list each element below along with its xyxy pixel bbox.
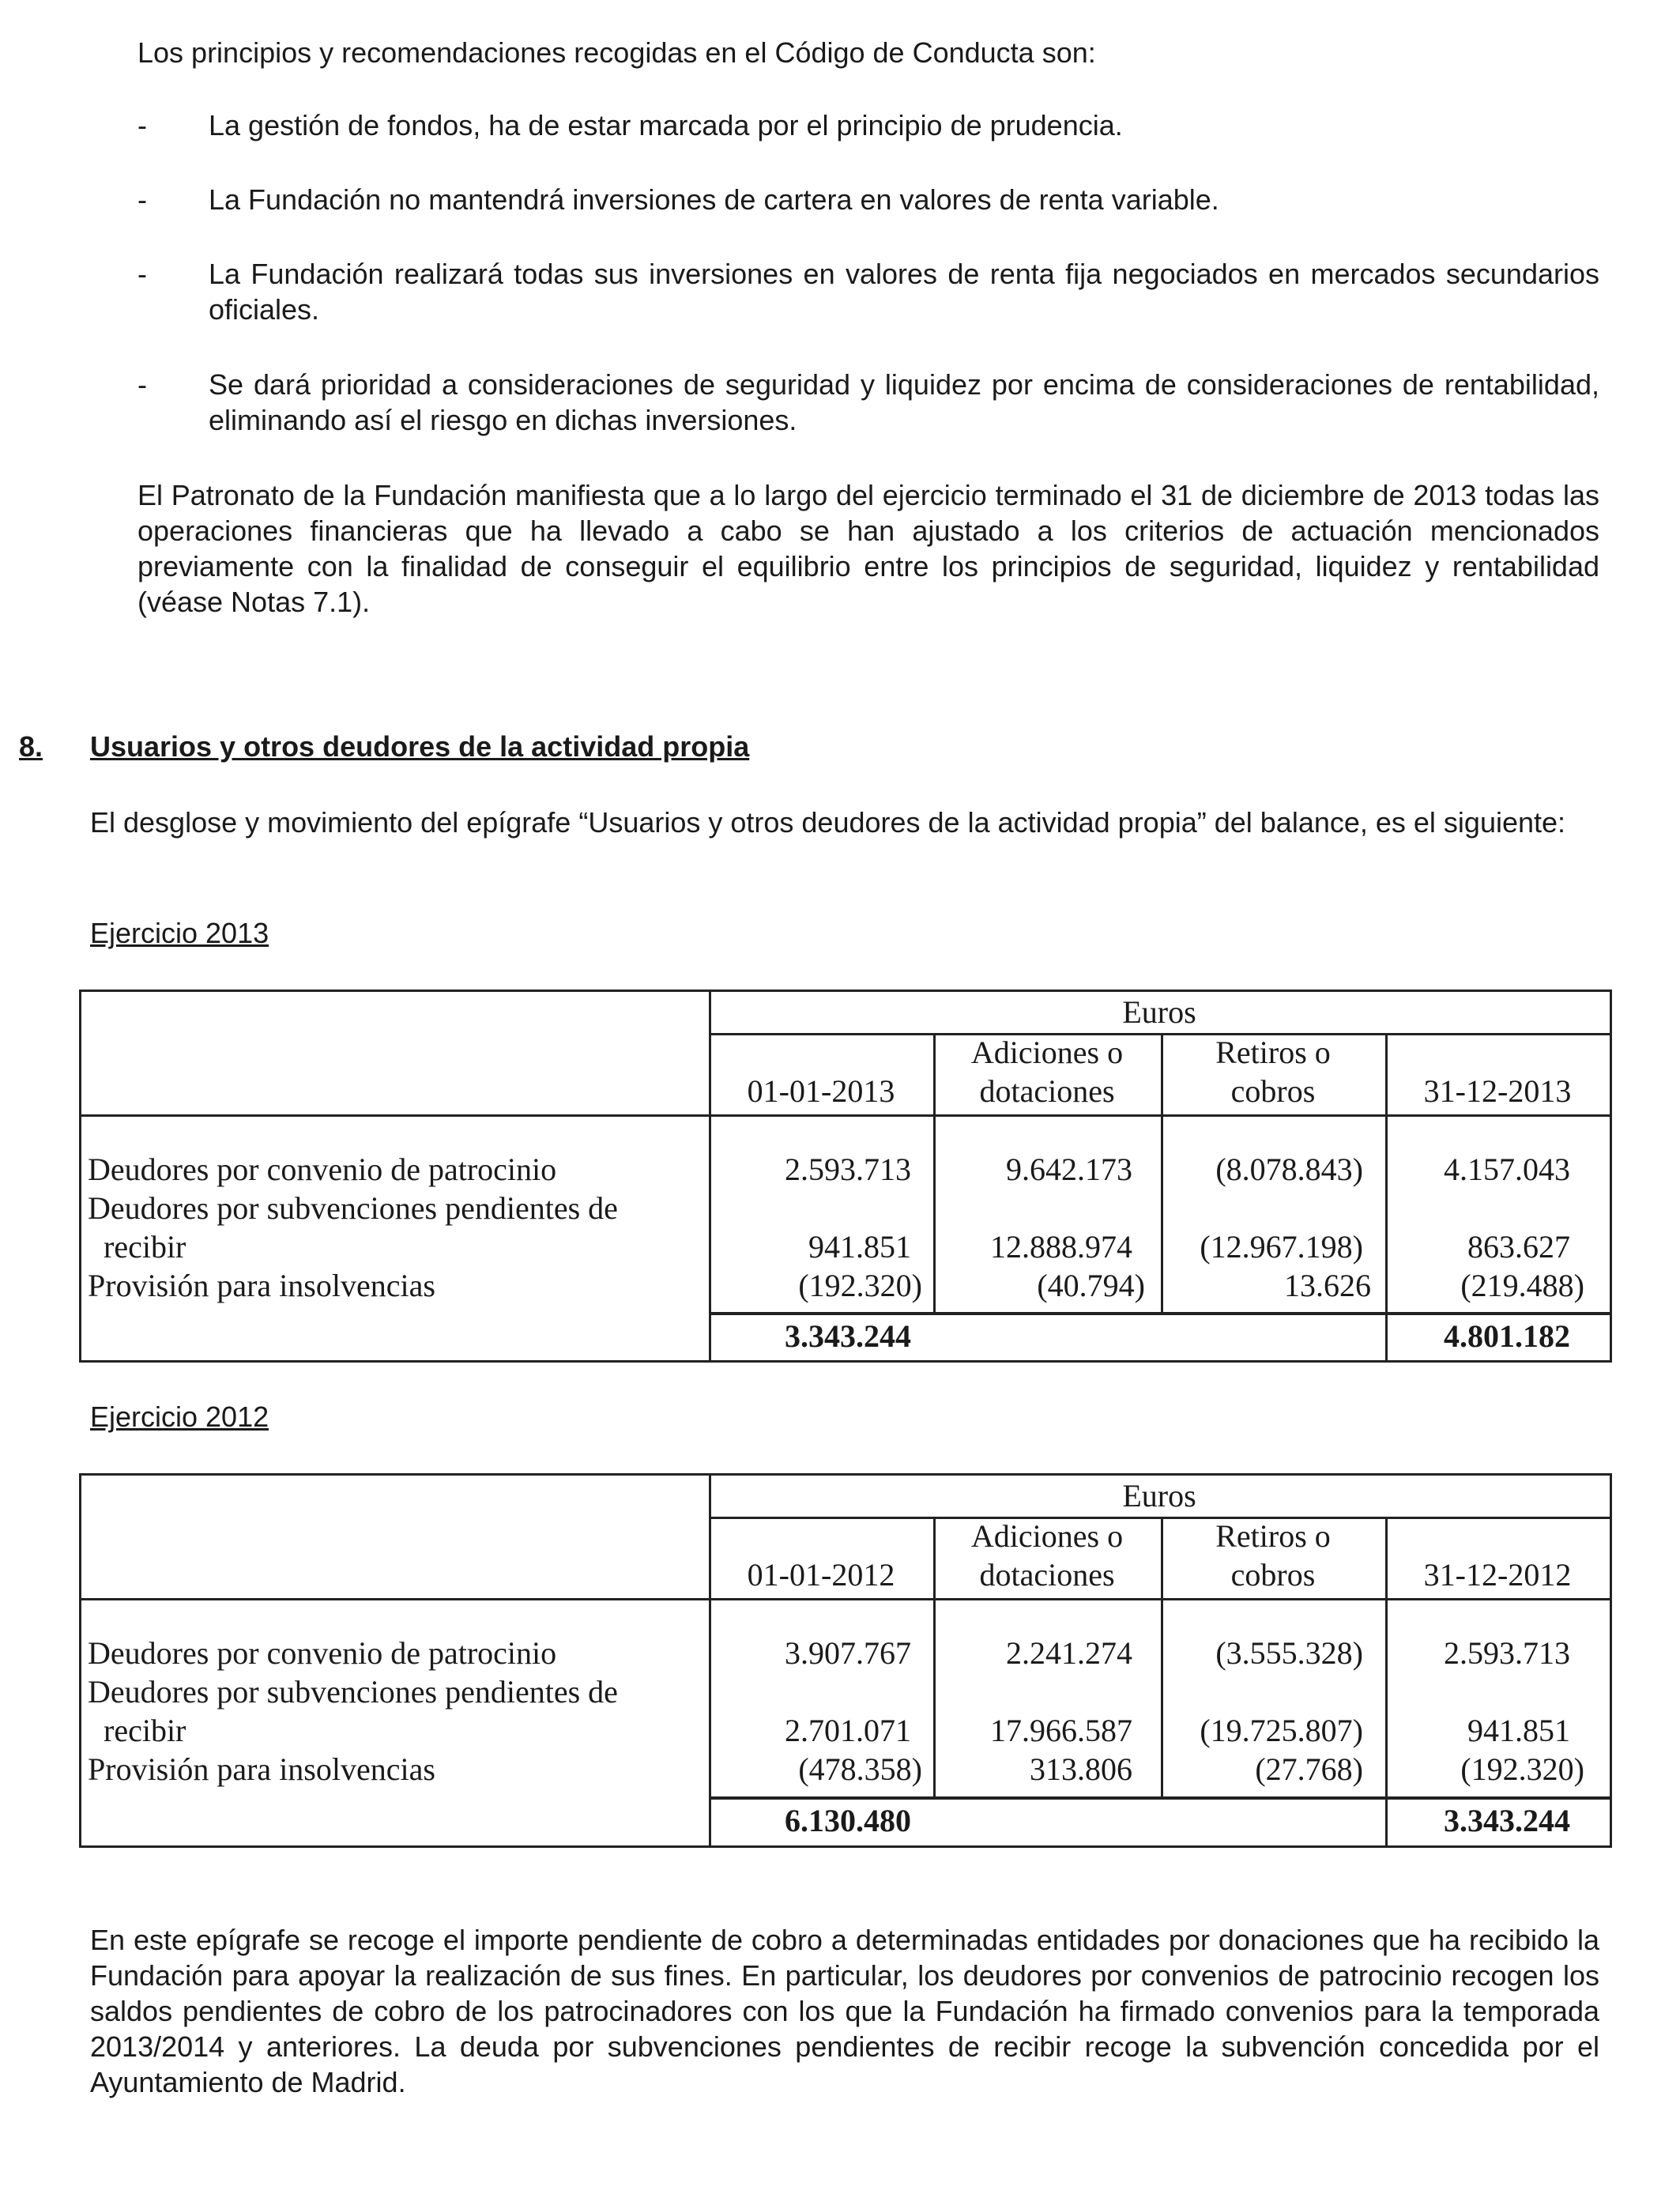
bullet-item — [137, 367, 1599, 438]
column-header: cobros — [1230, 1557, 1316, 1593]
bullet-marker: - — [137, 258, 147, 290]
row-label: Provisión para insolvencias — [88, 1751, 435, 1787]
section-title: Usuarios y otros deudores de la actividad propia — [90, 730, 750, 763]
row-label: Provisión para insolvencias — [88, 1268, 435, 1303]
bullet-marker: - — [137, 109, 147, 141]
column-header: cobros — [1230, 1073, 1316, 1109]
table-cell: (27.768) — [1255, 1751, 1363, 1787]
table-total: 3.343.244 — [1444, 1803, 1570, 1838]
section-intro: El desglose y movimiento del epígrafe “Usuarios y otros deudores de la actividad propia” del balance, es el siguiente: — [90, 806, 1566, 839]
bullet-text: La Fundación realizará todas sus inversiones en valores de renta fija negociados en mercados secundarios oficiales. — [209, 258, 1599, 326]
column-header: dotaciones — [979, 1557, 1115, 1593]
bullet-item — [137, 182, 1599, 217]
bullet-text: La gestión de fondos, ha de estar marcada por el principio de prudencia. — [209, 109, 1123, 141]
column-header: 01-01-2012 — [747, 1557, 895, 1593]
table-cell: 17.966.587 — [990, 1713, 1132, 1748]
table-cell: 12.888.974 — [990, 1229, 1132, 1265]
column-header: Retiros o — [1215, 1035, 1331, 1070]
row-label: Deudores por convenio de patrocinio — [88, 1635, 557, 1671]
table-cell: (219.488) — [1460, 1268, 1584, 1303]
bullet-text: La Fundación no mantendrá inversiones de cartera en valores de renta variable. — [209, 183, 1219, 216]
column-header: 01-01-2013 — [747, 1073, 895, 1109]
column-header: 31-12-2013 — [1423, 1073, 1572, 1109]
table-cell: 13.626 — [1284, 1268, 1371, 1303]
table-cell: (478.358) — [798, 1751, 922, 1787]
intro-text: Los principios y recomendaciones recogidas en el Código de Conducta son: — [137, 36, 1096, 69]
table-cell: 9.642.173 — [1006, 1152, 1132, 1187]
table-cell: 941.851 — [808, 1229, 911, 1265]
column-header: Adiciones o — [970, 1518, 1124, 1554]
column-header: dotaciones — [979, 1073, 1115, 1109]
column-header: Retiros o — [1215, 1518, 1331, 1554]
row-label: Deudores por subvenciones pendientes de — [88, 1190, 618, 1226]
row-label: recibir — [104, 1713, 186, 1748]
section-number: 8. — [19, 730, 43, 763]
table-2013 — [79, 990, 1612, 1363]
table-cell: (12.967.198) — [1200, 1229, 1363, 1265]
bullet-item — [137, 107, 1599, 143]
table-cell: 313.806 — [1030, 1751, 1132, 1787]
table-cell: 2.241.274 — [1006, 1635, 1132, 1671]
table-cell: 2.593.713 — [785, 1152, 911, 1187]
table-cell: 941.851 — [1467, 1713, 1570, 1748]
currency-header: Euros — [1122, 994, 1196, 1030]
row-label: Deudores por subvenciones pendientes de — [88, 1674, 618, 1710]
table-cell: (40.794) — [1037, 1268, 1145, 1303]
table-2013-heading: Ejercicio 2013 — [90, 917, 269, 949]
table-divider — [709, 1312, 1610, 1315]
table-cell: (3.555.328) — [1215, 1635, 1363, 1671]
row-label: recibir — [104, 1229, 186, 1265]
table-divider — [81, 1598, 1610, 1600]
closing-paragraph: En este epígrafe se recoge el importe pendiente de cobro a determinadas entidades por donaciones que ha recibido la Fundación para apoyar la realización de sus fines. En particular, los deudores por convenios de patrocinio recogen los saldos pendientes de cobro de los patrocinadores con los que la Fundación ha firmado convenios para la temporada 2013/2014 y anteriores. La deuda por subvenciones pendientes de recibir recoge la subvención concedida por el Ayuntamiento de Madrid. — [90, 1924, 1599, 2098]
table-cell: 4.157.043 — [1444, 1152, 1570, 1187]
bullet-marker: - — [137, 368, 147, 401]
table-cell: 863.627 — [1467, 1229, 1570, 1265]
bullet-text: Se dará prioridad a consideraciones de seguridad y liquidez por encima de consideraciones de rentabilidad, eliminando así el riesgo en dichas inversiones. — [209, 368, 1599, 436]
table-cell: 2.593.713 — [1444, 1635, 1570, 1671]
table-2012-heading: Ejercicio 2012 — [90, 1400, 269, 1433]
table-cell: 2.701.071 — [785, 1713, 911, 1748]
table-total: 4.801.182 — [1444, 1318, 1570, 1354]
column-header: Adiciones o — [970, 1035, 1124, 1070]
table-total: 3.343.244 — [785, 1318, 911, 1354]
table-total: 6.130.480 — [785, 1803, 911, 1838]
table-divider — [81, 1114, 1610, 1117]
bullet-marker: - — [137, 183, 147, 216]
patronato-paragraph: El Patronato de la Fundación manifiesta que a lo largo del ejercicio terminado el 31 de diciembre de 2013 todas las operaciones financieras que ha llevado a cabo se han ajustado a los criterios de actuación mencionados previamente con la finalidad de conseguir el equilibrio entre los principios de seguridad, liquidez y rentabilidad (véase Notas 7.1). — [137, 479, 1599, 618]
table-cell: (8.078.843) — [1215, 1152, 1363, 1187]
table-divider — [709, 1796, 1610, 1800]
table-cell: (19.725.807) — [1200, 1713, 1363, 1748]
table-cell: 3.907.767 — [785, 1635, 911, 1671]
column-header: 31-12-2012 — [1423, 1557, 1572, 1593]
row-label: Deudores por convenio de patrocinio — [88, 1152, 557, 1187]
bullet-item — [137, 256, 1599, 327]
table-cell: (192.320) — [1460, 1751, 1584, 1787]
table-cell: (192.320) — [798, 1268, 922, 1303]
currency-header: Euros — [1122, 1478, 1196, 1514]
table-2012 — [79, 1473, 1612, 1848]
